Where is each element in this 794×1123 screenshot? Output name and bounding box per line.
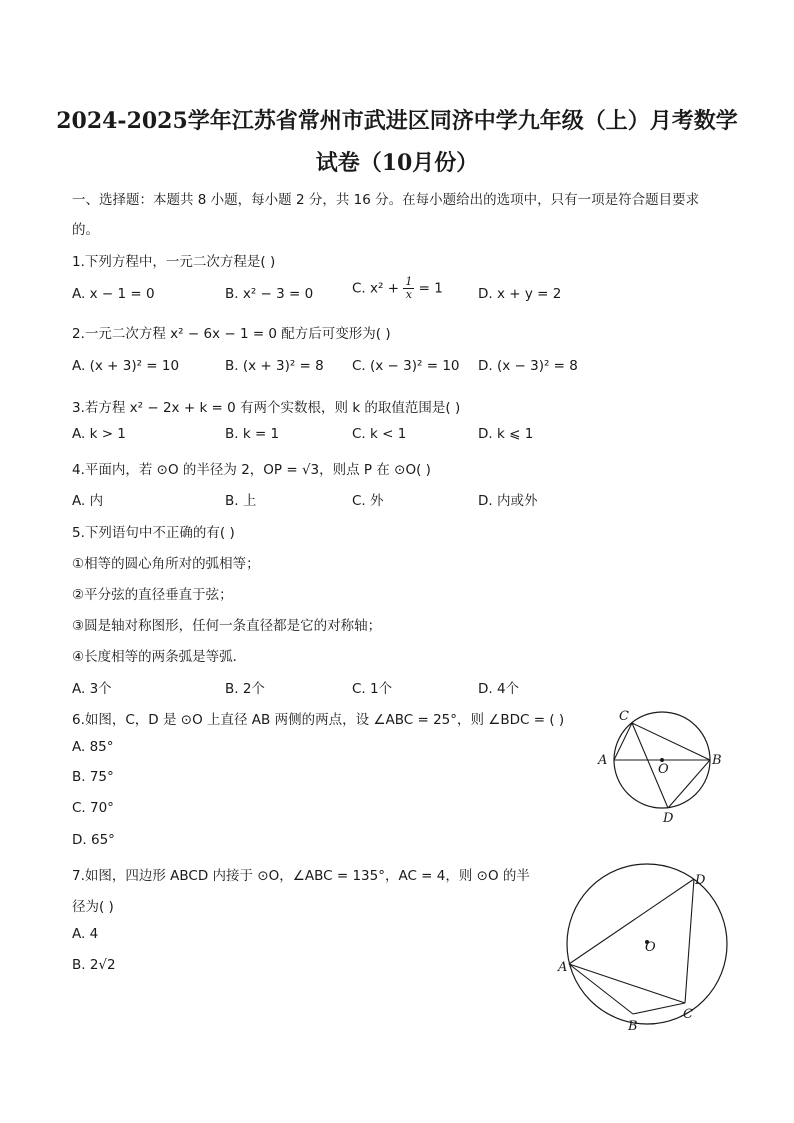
- diagonal-ac: [569, 964, 685, 1003]
- segment-dc: [685, 879, 694, 1003]
- question-5-statement-4: ④长度相等的两条弧是等弧．: [72, 649, 247, 665]
- segment-ac: [614, 723, 632, 760]
- question-7-option-a: A. 4: [72, 926, 99, 942]
- question-6-stem: 6.如图，C，D 是 ⊙O 上直径 AB 两侧的两点，设 ∠ABC = 25°，则 ∠BDC = ( ): [72, 712, 565, 728]
- question-5-option-a: A. 3个: [72, 681, 112, 697]
- question-4-option-d: D. 内或外: [478, 493, 538, 509]
- question-3-option-b: B. k = 1: [225, 426, 280, 442]
- question-2-option-a: A. (x + 3)² = 10: [72, 358, 180, 374]
- question-2-stem: 2.一元二次方程 x² − 6x − 1 = 0 配方后可变形为( ): [72, 326, 391, 342]
- question-4-stem: 4.平面内，若 ⊙O 的半径为 2，OP = √3，则点 P 在 ⊙O( ): [72, 462, 431, 478]
- question-3-option-a: A. k > 1: [72, 426, 126, 442]
- question-6-option-d: D. 65°: [72, 832, 115, 848]
- center-o-label: O: [645, 940, 656, 955]
- section-intro-line-2: 的。: [72, 222, 99, 238]
- point-d-label: D: [663, 811, 674, 826]
- question-2-option-d: D. (x − 3)² = 8: [478, 358, 578, 374]
- fraction-denominator: x: [405, 288, 412, 301]
- question-1-option-c-fraction: [403, 276, 414, 301]
- question-5-statement-2: ②平分弦的直径垂直于弦；: [72, 587, 233, 603]
- segment-bc: [633, 1003, 685, 1014]
- question-6-option-a: A. 85°: [72, 739, 114, 755]
- question-7-option-b: B. 2√2: [72, 957, 116, 973]
- point-c-label: C: [619, 709, 629, 724]
- question-5-statement-3: ③圆是轴对称图形，任何一条直径都是它的对称轴；: [72, 618, 382, 634]
- question-1-option-c-suffix: = 1: [414, 280, 443, 297]
- question-3-option-c: C. k < 1: [352, 426, 407, 442]
- point-a-label: A: [598, 753, 608, 768]
- question-1-stem: 1.下列方程中，一元二次方程是( ): [72, 254, 276, 270]
- question-5-statement-1: ①相等的圆心角所对的弧相等；: [72, 556, 260, 572]
- question-2-option-b: B. (x + 3)² = 8: [225, 358, 324, 374]
- question-1-option-c: [352, 276, 443, 301]
- segment-ad: [569, 879, 694, 964]
- question-7-figure: [555, 862, 735, 1037]
- fraction-numerator: 1: [405, 275, 413, 288]
- center-o-label: O: [658, 762, 669, 777]
- question-5-stem: 5.下列语句中不正确的有( ): [72, 525, 235, 541]
- question-1-option-b: B. x² − 3 = 0: [225, 286, 314, 302]
- point-a-label: A: [558, 960, 568, 975]
- question-6-option-c: C. 70°: [72, 800, 114, 816]
- point-b-label: B: [712, 753, 722, 768]
- question-6-option-b: B. 75°: [72, 769, 114, 785]
- question-3-stem: 3.若方程 x² − 2x + k = 0 有两个实数根，则 k 的取值范围是( ): [72, 400, 461, 416]
- question-4-option-b: B. 上: [225, 493, 257, 509]
- question-6-figure: [590, 705, 730, 830]
- section-intro-line-1: 一、选择题：本题共 8 小题，每小题 2 分，共 16 分。在每小题给出的选项中，只有一项是符合题目要求: [72, 192, 700, 208]
- question-7-stem-line-1: 7.如图，四边形 ABCD 内接于 ⊙O，∠ABC = 135°，AC = 4，则 ⊙O 的半: [72, 868, 530, 884]
- page-title-line-1: 2024-2025学年江苏省常州市武进区同济中学九年级（上）月考数学: [56, 108, 738, 134]
- question-7-stem-line-2: 径为( ): [72, 899, 114, 915]
- question-2-option-c: C. (x − 3)² = 10: [352, 358, 460, 374]
- question-4-option-c: C. 外: [352, 493, 384, 509]
- question-5-option-b: B. 2个: [225, 681, 265, 697]
- point-c-label: C: [683, 1007, 693, 1022]
- question-5-option-d: D. 4个: [478, 681, 520, 697]
- point-d-label: D: [695, 873, 706, 888]
- page-title-line-2: 试卷（10月份）: [315, 150, 479, 176]
- question-1-option-a: A. x − 1 = 0: [72, 286, 155, 302]
- question-1-option-d: D. x + y = 2: [478, 286, 562, 302]
- point-b-label: B: [628, 1019, 638, 1034]
- question-4-option-a: A. 内: [72, 493, 104, 509]
- question-3-option-d: D. k ⩽ 1: [478, 426, 534, 442]
- question-5-option-c: C. 1个: [352, 681, 393, 697]
- question-1-option-c-prefix: C. x² +: [352, 280, 404, 297]
- segment-ab: [569, 964, 633, 1014]
